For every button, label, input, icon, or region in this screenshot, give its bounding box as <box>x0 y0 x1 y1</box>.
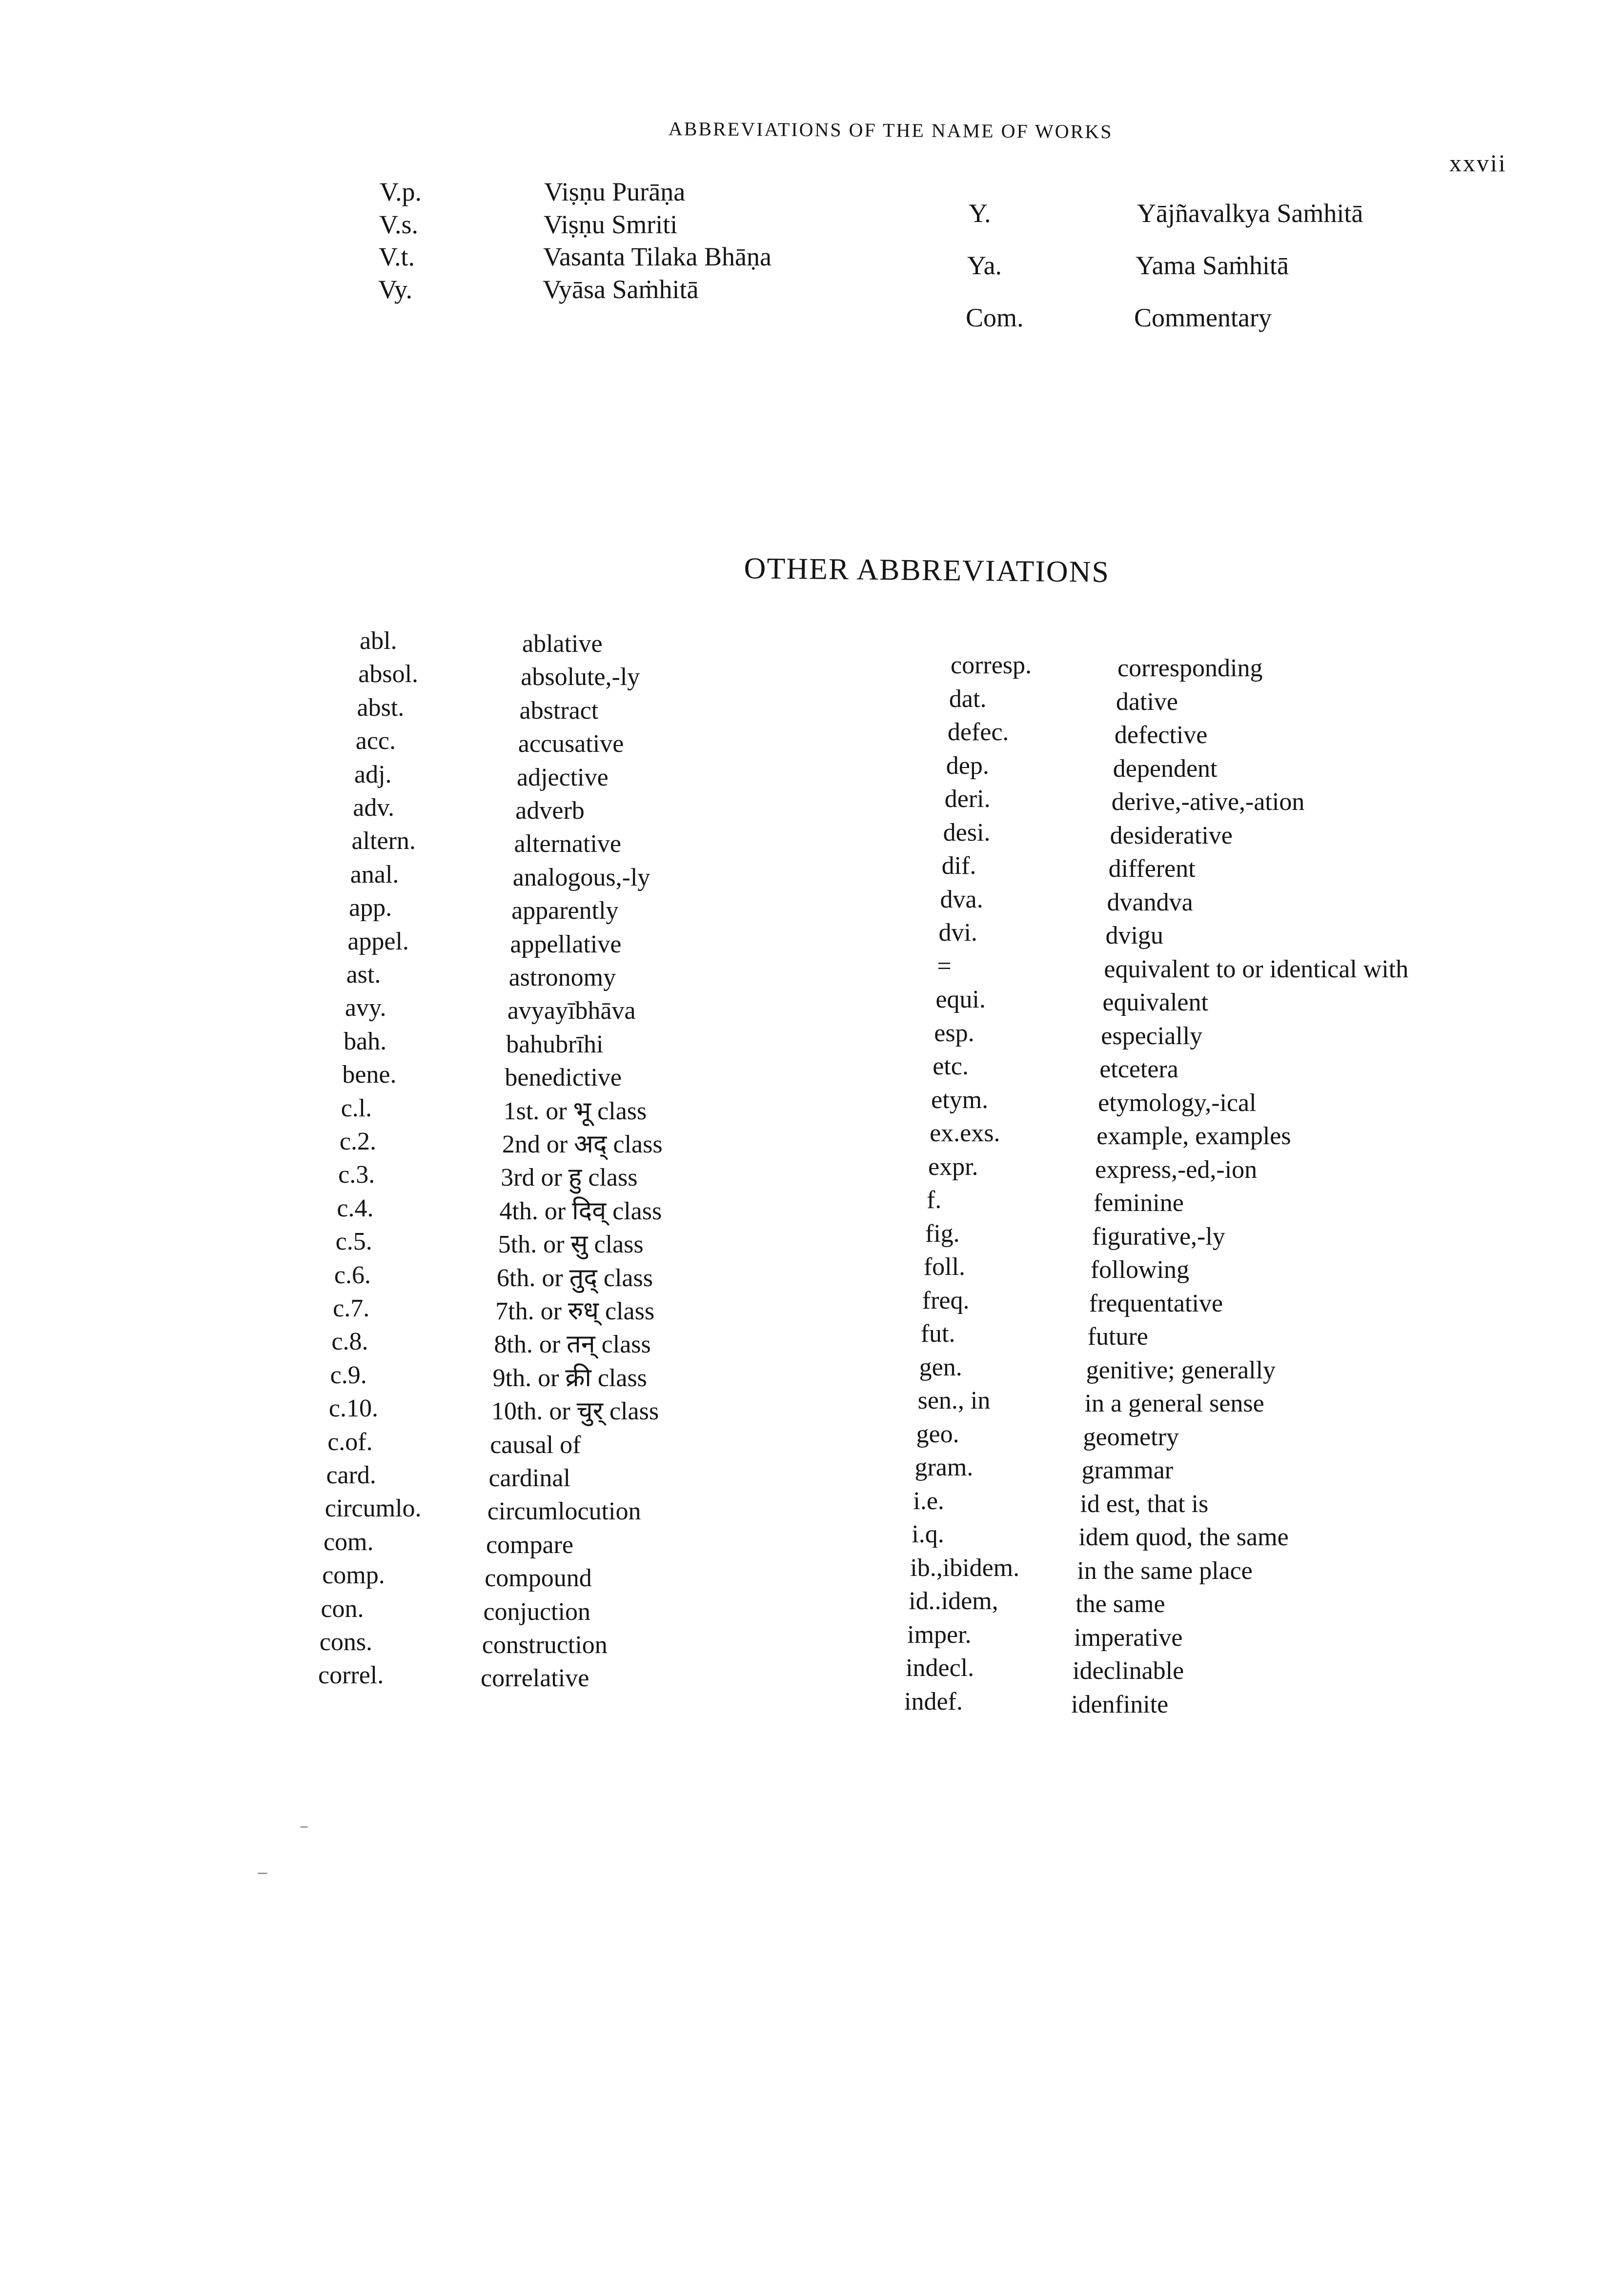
abbreviation: etc. <box>933 1052 969 1080</box>
abbreviation: c.3. <box>338 1161 375 1189</box>
abbreviation: dat. <box>949 685 987 713</box>
expansion: especially <box>1101 1022 1203 1050</box>
abbreviation: c.2. <box>339 1128 376 1155</box>
abbreviation: anal. <box>350 860 399 889</box>
expansion: appellative <box>510 930 622 958</box>
expansion: Viṣṇu Smriti <box>544 209 678 239</box>
abbreviation: c.of. <box>327 1428 373 1456</box>
abbreviation: c.4. <box>337 1194 374 1222</box>
expansion: compare <box>486 1531 573 1559</box>
abbreviation: gram. <box>914 1454 974 1481</box>
expansion: dvandva <box>1107 888 1193 916</box>
abbreviation: adj. <box>354 760 392 788</box>
expansion: following <box>1090 1256 1190 1284</box>
expansion: idenfinite <box>1071 1690 1169 1718</box>
abbreviation: indecl. <box>906 1654 974 1682</box>
expansion: in the same place <box>1077 1556 1253 1585</box>
expansion: alternative <box>514 830 621 858</box>
expansion: dative <box>1116 687 1178 716</box>
expansion: imperative <box>1074 1623 1183 1652</box>
abbreviation: abl. <box>360 627 397 655</box>
abbreviation: etym. <box>931 1086 989 1114</box>
expansion: frequentative <box>1089 1289 1223 1317</box>
abbreviation: c.5. <box>335 1228 372 1256</box>
expansion: derive,-ative,-ation <box>1111 788 1305 816</box>
expansion: Vasanta Tilaka Bhāṇa <box>543 242 771 271</box>
expansion: express,-ed,-ion <box>1095 1155 1258 1184</box>
abbreviation: V.t. <box>379 242 415 271</box>
abbreviation: comp. <box>322 1561 385 1590</box>
scan-mark <box>300 1826 308 1828</box>
abbreviation: V.s. <box>379 209 419 239</box>
expansion: Viṣṇu Purāṇa <box>544 177 686 206</box>
expansion: absolute,-ly <box>521 663 640 691</box>
expansion: grammar <box>1081 1456 1174 1484</box>
expansion: equivalent <box>1102 989 1208 1016</box>
abbreviation: = <box>937 952 952 980</box>
expansion: etcetera <box>1099 1055 1178 1083</box>
abbreviation: circumlo. <box>325 1494 422 1523</box>
abbreviation: bah. <box>344 1027 387 1055</box>
abbreviation: dif. <box>941 852 976 880</box>
abbreviation: deri. <box>944 785 991 813</box>
expansion: Commentary <box>1134 303 1272 332</box>
expansion: 6th. or तुद् class <box>496 1264 653 1292</box>
abbreviation: i.e. <box>913 1487 944 1515</box>
expansion: 7th. or रुध् class <box>495 1297 655 1325</box>
expansion: conjuction <box>483 1597 590 1626</box>
expansion: 8th. or तन् class <box>494 1331 651 1359</box>
abbreviation: imper. <box>907 1620 972 1649</box>
expansion: adjective <box>517 763 609 791</box>
abbreviation: abst. <box>357 693 405 722</box>
abbreviation: c.6. <box>334 1261 371 1289</box>
abbreviation: f. <box>926 1186 942 1214</box>
abbreviation: con. <box>321 1595 364 1623</box>
expansion: idem quod, the same <box>1078 1523 1289 1551</box>
expansion: defective <box>1114 721 1208 749</box>
abbreviation: indef. <box>904 1687 963 1716</box>
expansion: astronomy <box>508 964 616 991</box>
abbreviation: c.l. <box>341 1094 372 1122</box>
expansion: 3rd or हु class <box>501 1164 638 1192</box>
expansion: avyayībhāva <box>507 997 636 1025</box>
expansion: circumlocution <box>487 1497 641 1526</box>
abbreviation: corresp. <box>951 651 1032 679</box>
expansion: apparently <box>511 897 619 925</box>
expansion: 10th. or चुर् class <box>491 1397 659 1426</box>
abbreviation: id..idem, <box>909 1587 998 1615</box>
abbreviation: ex.exs. <box>930 1119 1000 1147</box>
abbreviation: com. <box>323 1528 374 1556</box>
section-title: OTHER ABBREVIATIONS <box>744 552 1110 589</box>
abbreviation: dvi. <box>938 919 977 947</box>
expansion: etymology,-ical <box>1098 1089 1257 1117</box>
abbreviation: correl. <box>318 1661 384 1690</box>
abbreviation: card. <box>326 1461 376 1489</box>
abbreviation: desi. <box>943 818 991 847</box>
expansion: feminine <box>1093 1189 1184 1217</box>
expansion: 1st. or भू class <box>503 1097 647 1125</box>
expansion: bahubrīhi <box>506 1030 604 1058</box>
abbreviation: fut. <box>920 1320 955 1348</box>
abbreviation: Ya. <box>967 251 1002 280</box>
expansion: geometry <box>1083 1423 1179 1451</box>
expansion: 5th. or सु class <box>498 1231 644 1259</box>
abbreviation: c.8. <box>331 1328 368 1356</box>
expansion: genitive; generally <box>1086 1356 1276 1384</box>
abbreviation: expr. <box>928 1152 978 1181</box>
expansion: id est, that is <box>1080 1490 1209 1518</box>
abbreviation: avy. <box>345 994 386 1022</box>
expansion: accusative <box>518 730 624 758</box>
abbreviation: V.p. <box>380 177 422 206</box>
scan-mark <box>258 1873 267 1874</box>
abbreviation: dva. <box>940 885 983 913</box>
expansion: 9th. or क्री class <box>492 1364 647 1392</box>
abbreviation: gen. <box>919 1353 962 1381</box>
expansion: the same <box>1076 1590 1165 1618</box>
abbreviation: Com. <box>966 303 1024 332</box>
abbreviation: ib.,ibidem. <box>910 1554 1020 1582</box>
abbreviation: equi. <box>935 986 986 1013</box>
expansion: benedictive <box>505 1064 622 1092</box>
abbreviation: ast. <box>346 961 381 989</box>
abbreviation: c.7. <box>333 1294 370 1322</box>
expansion: compound <box>485 1564 592 1593</box>
expansion: adverb <box>515 797 585 825</box>
expansion: ideclinable <box>1073 1657 1184 1685</box>
expansion: dependent <box>1113 754 1218 783</box>
expansion: correlative <box>481 1664 589 1693</box>
abbreviation: sen., in <box>917 1387 991 1414</box>
expansion: construction <box>482 1631 608 1659</box>
abbreviation: c.10. <box>328 1394 379 1423</box>
expansion: abstract <box>519 696 599 725</box>
abbreviation: c.9. <box>330 1361 367 1389</box>
page-number: xxvii <box>1449 149 1507 177</box>
abbreviation: Vy. <box>378 274 413 304</box>
abbreviation: altern. <box>351 827 416 855</box>
expansion: desiderative <box>1110 821 1233 849</box>
abbreviation: acc. <box>355 727 396 755</box>
expansion: causal of <box>490 1431 581 1459</box>
expansion: 2nd or अद् class <box>502 1131 663 1158</box>
abbreviation: foll. <box>923 1253 966 1281</box>
abbreviation: app. <box>349 894 392 922</box>
running-head: ABBREVIATIONS OF THE NAME OF WORKS <box>668 117 1113 143</box>
expansion: example, examples <box>1096 1122 1291 1150</box>
abbreviation: Y. <box>969 199 991 228</box>
expansion: analogous,-ly <box>512 863 650 891</box>
abbreviation: freq. <box>922 1286 970 1314</box>
expansion: different <box>1108 855 1196 883</box>
expansion: equivalent to or identical with <box>1104 955 1409 983</box>
abbreviation: defec. <box>947 718 1009 746</box>
expansion: in a general sense <box>1084 1390 1264 1417</box>
abbreviation: adv. <box>353 794 394 822</box>
expansion: Yama Saṁhitā <box>1136 251 1289 280</box>
expansion: ablative <box>522 630 603 658</box>
expansion: Yājñavalkya Saṁhitā <box>1137 199 1363 228</box>
abbreviation: esp. <box>934 1019 974 1047</box>
abbreviation: geo. <box>916 1420 959 1448</box>
expansion: Vyāsa Saṁhitā <box>543 274 699 304</box>
expansion: future <box>1087 1323 1148 1351</box>
expansion: corresponding <box>1117 654 1263 682</box>
abbreviation: fig. <box>925 1219 960 1248</box>
abbreviation: appel. <box>347 927 409 955</box>
abbreviation: cons. <box>319 1628 373 1656</box>
expansion: 4th. or दिव् class <box>499 1197 662 1225</box>
expansion: cardinal <box>488 1464 570 1492</box>
expansion: figurative,-ly <box>1092 1222 1225 1251</box>
abbreviation: dep. <box>946 751 989 780</box>
abbreviation: bene. <box>342 1061 397 1089</box>
expansion: dvigu <box>1105 922 1163 949</box>
abbreviation: i.q. <box>912 1520 944 1548</box>
abbreviation: absol. <box>358 660 419 688</box>
